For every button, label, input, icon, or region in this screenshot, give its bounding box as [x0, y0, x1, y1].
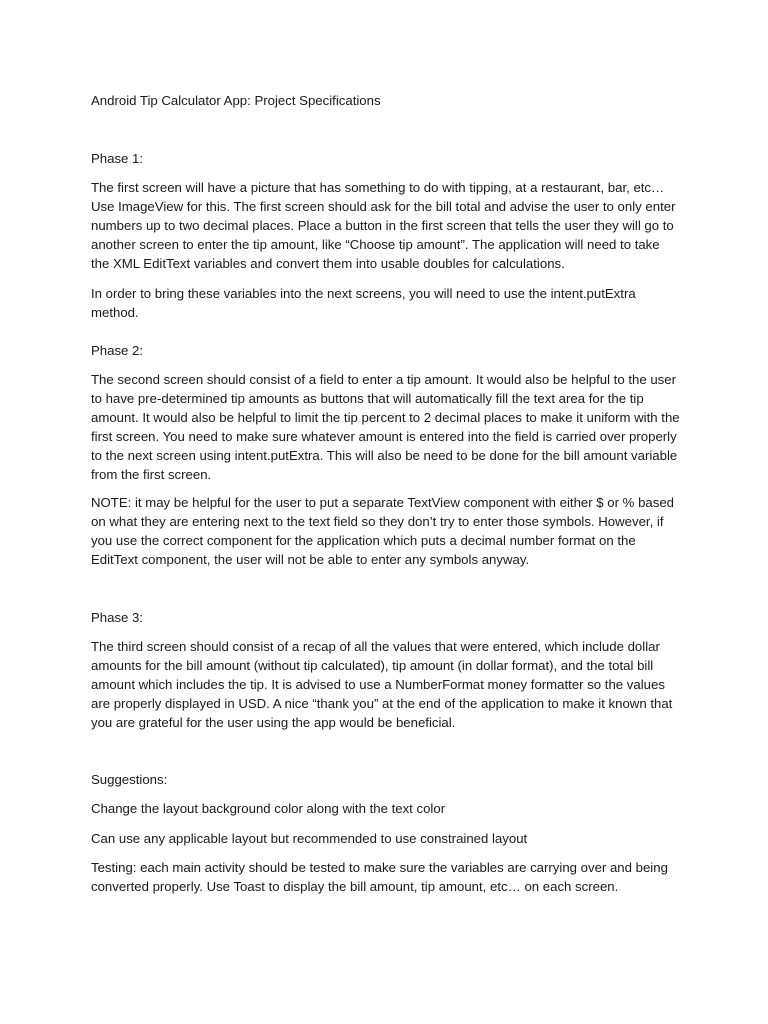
phase1-heading: Phase 1:: [91, 151, 144, 166]
phase2-paragraph-2: NOTE: it may be helpful for the user to put a separate TextView component with either $ or % based on what they are entering next to the text field so they don’t try to enter those symbols. However, if you use the correct component for the application which puts a decimal number format on the EditText component, the user will not be able to enter any symbols anyway.: [91, 495, 675, 567]
suggestion-item-3: Testing: each main activity should be tested to make sure the variables are carrying over and being converted properly. Use Toast to display the bill amount, tip amount, etc… on each screen.: [91, 860, 668, 894]
suggestion-item-2: Can use any applicable layout but recommended to use constrained layout: [91, 831, 528, 846]
suggestions-heading: Suggestions:: [91, 772, 168, 787]
suggestion-item-1: Change the layout background color along with the text color: [91, 801, 446, 816]
phase1-paragraph-2: In order to bring these variables into the next screens, you will need to use the intent.putExtra method.: [91, 286, 636, 320]
phase2-paragraph-1: The second screen should consist of a field to enter a tip amount. It would also be helpful to the user to have pre-determined tip amounts as buttons that will automatically fill the text area for the tip amount. It would also be helpful to limit the tip percent to 2 decimal places to make it uniform with the first screen. You need to make sure whatever amount is entered into the field is carried over properly to the next screen using intent.putExtra. This will also be need to be done for the bill amount variable from the first screen.: [91, 372, 680, 482]
phase1-paragraph-1: The first screen will have a picture that has something to do with tipping, at a restaurant, bar, etc… Use ImageView for this. The first screen should ask for the bill total and advise the user to only enter numbers up to two decimal places. Place a button in the first screen that tells the user they will go to another screen to enter the tip amount, like “Choose tip amount”. The application will need to take the XML EditText variables and convert them into usable doubles for calculations.: [91, 180, 676, 271]
document-title: Android Tip Calculator App: Project Specifications: [91, 93, 381, 108]
phase3-paragraph-1: The third screen should consist of a recap of all the values that were entered, which include dollar amounts for the bill amount (without tip calculated), tip amount (in dollar format), and the total bill amount which includes the tip. It is advised to use a NumberFormat money formatter so the values are properly displayed in USD. A nice “thank you” at the end of the application to make it known that you are grateful for the user using the app would be beneficial.: [91, 639, 673, 730]
phase2-heading: Phase 2:: [91, 343, 144, 358]
phase3-heading: Phase 3:: [91, 610, 144, 625]
